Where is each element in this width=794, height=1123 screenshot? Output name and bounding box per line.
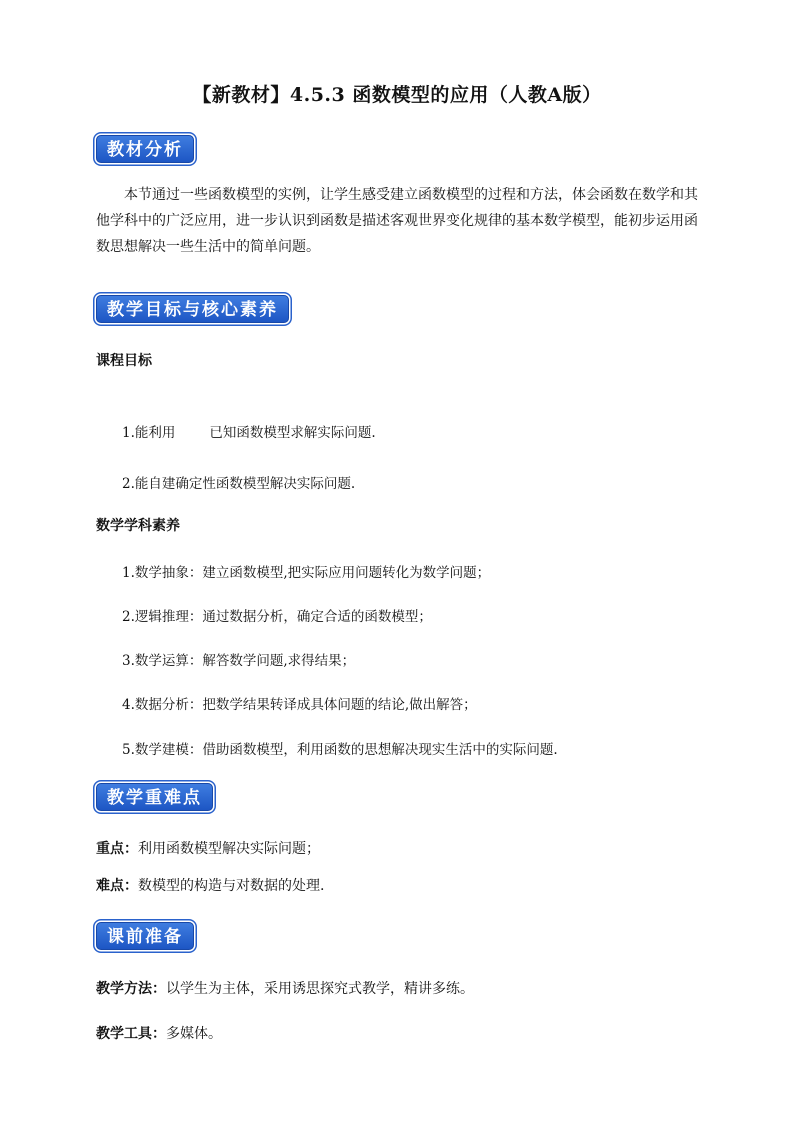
literacy-item-2: 2.逻辑推理：通过数据分析，确定合适的函数模型； — [122, 609, 432, 625]
section-badge-goals: 教学目标与核心素养 — [96, 295, 289, 323]
literacy-item-4: 4.数据分析：把数学结果转译成具体问题的结论,做出解答； — [122, 697, 477, 713]
key-point-line — [96, 838, 320, 858]
difficult-point-label: 难点： — [96, 878, 138, 894]
section-badge-prep: 课前准备 — [96, 922, 194, 950]
teaching-method-label: 教学方法： — [96, 981, 166, 997]
teaching-tools-line — [96, 1023, 222, 1043]
difficult-point-text: 数模型的构造与对数据的处理. — [138, 878, 325, 894]
teaching-method-text: 以学生为主体，采用诱思探究式教学，精讲多练。 — [166, 981, 474, 997]
course-goal-item-2: 2.能自建确定性函数模型解决实际问题. — [122, 476, 356, 492]
literacy-item-5: 5.数学建模：借助函数模型，利用函数的思想解决现实生活中的实际问题. — [122, 742, 558, 758]
teaching-tools-label: 教学工具： — [96, 1026, 166, 1042]
key-point-text: 利用函数模型解决实际问题； — [138, 841, 320, 857]
literacy-heading: 数学学科素养 — [96, 518, 180, 534]
teaching-method-line — [96, 978, 474, 998]
section-badge-keypoints: 教学重难点 — [96, 783, 213, 811]
course-goals-heading: 课程目标 — [96, 353, 152, 369]
course-goal-item-1-start: 1.能利用 — [122, 425, 176, 441]
analysis-paragraph: 本节通过一些函数模型的实例，让学生感受建立函数模型的过程和方法，体会函数在数学和其他学科中的广泛应用，进一步认识到函数是描述客观世界变化规律的基本数学模型，能初步运用函数思想解决一些生活中的简单问题。 — [96, 187, 698, 255]
literacy-item-3: 3.数学运算：解答数学问题,求得结果； — [122, 653, 356, 669]
teaching-tools-text: 多媒体。 — [166, 1026, 222, 1042]
section-badge-analysis: 教材分析 — [96, 135, 194, 163]
page-title: 【新教材】4.5.3 函数模型的应用（人教A版） — [192, 84, 602, 106]
course-goal-item-1-end: 已知函数模型求解实际问题. — [209, 425, 376, 441]
course-goal-item-1 — [122, 421, 376, 441]
key-point-label: 重点： — [96, 841, 138, 857]
literacy-item-1: 1.数学抽象：建立函数模型,把实际应用问题转化为数学问题； — [122, 565, 491, 581]
difficult-point-line — [96, 875, 324, 895]
